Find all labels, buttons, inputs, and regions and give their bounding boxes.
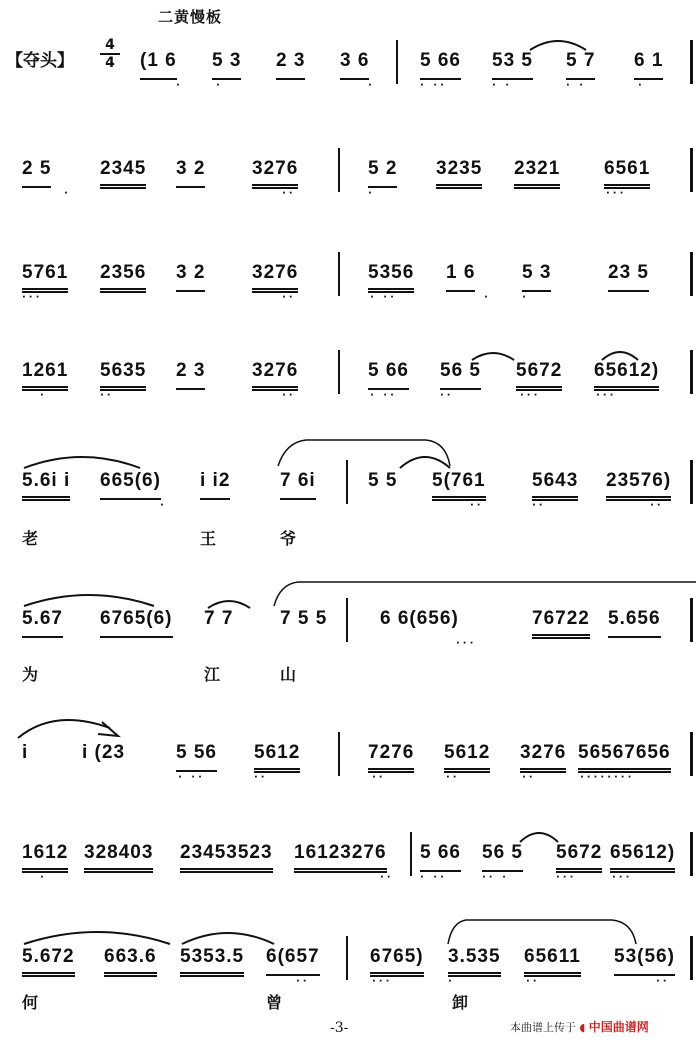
note-group: 5 66: [368, 360, 409, 390]
site-logo-icon: ◖: [579, 1021, 586, 1034]
note-group: 5635: [100, 360, 146, 391]
note-group: 6(657: [266, 946, 320, 976]
note-group: 56 5: [440, 360, 481, 390]
note-group: 328403: [84, 842, 153, 873]
slur: [206, 594, 252, 610]
barline: [690, 350, 693, 394]
slur: [470, 346, 516, 362]
note-group: 5612: [444, 742, 490, 773]
note-group: (1 6: [140, 50, 177, 80]
note-group: 5356: [368, 262, 414, 293]
barline: [690, 732, 693, 776]
page-number: -3-: [330, 1020, 349, 1036]
note-group: 6765): [370, 946, 424, 977]
barline: [338, 732, 340, 776]
note-group: 5612: [254, 742, 300, 773]
time-denominator: 4: [105, 55, 115, 71]
system-6: 5.67 6765(6) 7 7 7 5 5 6 6(656) 76722 5.656 ···: [0, 608, 700, 678]
note-group: 65611: [524, 946, 581, 977]
note-group: 1261: [22, 360, 68, 391]
note-group: 3 2: [176, 158, 205, 188]
note-group: 53(56): [614, 946, 675, 976]
note-group: 5 66: [420, 842, 461, 872]
note-group: 16123276: [294, 842, 387, 873]
note-group: 5.672: [22, 946, 75, 977]
note-group: 7 6i: [280, 470, 316, 500]
note-group: 663.6: [104, 946, 157, 977]
note-group: 65612): [594, 360, 659, 391]
note-group: 1 6: [446, 262, 475, 292]
lyric: 爷: [280, 529, 297, 548]
barline: [396, 40, 398, 84]
note-group: 5643: [532, 470, 578, 501]
slur: [22, 586, 156, 608]
note-group: 5.6i i: [22, 470, 70, 501]
note-group: 6 1: [634, 50, 663, 80]
note-group: 5 3: [212, 50, 241, 80]
credit-text: 本曲谱上传于: [510, 1021, 576, 1034]
note-group: 5.656: [608, 608, 661, 638]
barline: [690, 40, 693, 84]
lyric: 何: [22, 993, 39, 1012]
note-group: 5 3: [522, 262, 551, 292]
note-group: 2 3: [276, 50, 305, 80]
barline: [690, 936, 693, 980]
system-9: 5.672 663.6 5353.5 6(657 6765) 3.535 65611 53(56) ·· ··· · ·· ··: [0, 946, 700, 1016]
note-group: 7 5 5: [280, 608, 328, 629]
barline: [410, 832, 412, 876]
note-group: i: [22, 742, 29, 763]
slur: [22, 448, 142, 470]
note-group: 3276: [252, 158, 298, 189]
upload-credit: [510, 1018, 649, 1035]
slur: [600, 344, 640, 362]
note-group: 1612: [22, 842, 68, 873]
slur: [528, 32, 588, 52]
note-group: 7276: [368, 742, 414, 773]
note-group: 3 6: [340, 50, 369, 80]
note-group: 5 7: [566, 50, 595, 80]
slur: [22, 922, 172, 946]
barline: [338, 350, 340, 394]
system-4: 1261 5635 2 3 3276 5 66 56 5 5672 65612) · ·· ·· · ·· ·· ··· ···: [0, 360, 700, 430]
note-group: 23 5: [608, 262, 649, 292]
lyric: 山: [280, 665, 297, 684]
note-group: 5 5: [368, 470, 398, 491]
note-group: 65612): [610, 842, 675, 873]
system-5: 5.6i i 665(6) i i2 7 6i 5 5 5(761 5643 23576) · ·· ·· ··: [0, 470, 700, 540]
slur: [180, 924, 276, 946]
note-group: 2 3: [176, 360, 205, 390]
note-group: 56567656: [578, 742, 671, 773]
slur: [398, 448, 452, 470]
note-group: 3.535: [448, 946, 501, 977]
note-group: 5 66: [420, 50, 461, 80]
barline: [690, 148, 693, 192]
barline: [690, 460, 693, 504]
note-group: 5 56: [176, 742, 217, 772]
note-group: 23453523: [180, 842, 273, 873]
barline: [690, 832, 693, 876]
note-group: 2 5: [22, 158, 51, 188]
lyric: 江: [204, 665, 221, 684]
note-group: i i2: [200, 470, 230, 500]
tie-arrow: [14, 712, 124, 742]
note-group: 5761: [22, 262, 68, 293]
phrase-bracket: [272, 578, 698, 608]
note-group: 5(761: [432, 470, 486, 501]
note-group: 3276: [252, 262, 298, 293]
system-2: 2 5 2345 3 2 3276 5 2 3235 2321 6561 · ·· · ···: [0, 158, 700, 228]
note-group: 2356: [100, 262, 146, 293]
system-7: i i (23 5 56 5612 7276 5612 3276 56567656 · ·· ·· ·· ·· ·· ········: [0, 742, 700, 812]
lyric: 卸: [452, 993, 469, 1012]
note-group: 3276: [520, 742, 566, 773]
tempo-marking: 二黄慢板: [158, 8, 223, 26]
barline: [346, 936, 348, 980]
phrase-bracket: [446, 916, 640, 946]
system-8: 1612 328403 23453523 16123276 5 66 56 5 5672 65612) · ·· · ·· ·· · ··· ···: [0, 842, 700, 912]
note-group: 5672: [516, 360, 562, 391]
system-1: (1 6 5 3 2 3 3 6 5 66 53 5 5 7 6 1 · · · · ·· · · · · ·: [0, 50, 700, 120]
note-group: 3 2: [176, 262, 205, 292]
slur: [518, 824, 560, 844]
note-group: 5672: [556, 842, 602, 873]
barline: [338, 148, 340, 192]
note-group: 7 7: [204, 608, 234, 629]
percussion-cue: 【夺头】: [6, 51, 74, 71]
note-group: 6561: [604, 158, 650, 189]
lyric: 王: [200, 529, 217, 548]
lyric: 曾: [266, 993, 283, 1012]
note-group: 56 5: [482, 842, 523, 872]
site-name[interactable]: 中国曲谱网: [588, 1020, 649, 1034]
note-group: 6765(6): [100, 608, 173, 638]
note-group: 5.67: [22, 608, 63, 638]
barline: [690, 252, 693, 296]
barline: [338, 252, 340, 296]
note-group: 5 2: [368, 158, 397, 188]
note-group: i (23: [82, 742, 126, 763]
note-group: 53 5: [492, 50, 533, 80]
note-group: 665(6): [100, 470, 161, 500]
lyric: 为: [22, 665, 39, 684]
note-group: 2345: [100, 158, 146, 189]
note-group: 3276: [252, 360, 298, 391]
lyric: 老: [22, 529, 39, 548]
system-3: 5761 2356 3 2 3276 5356 1 6 5 3 23 5 ··· ·· · ·· · ·: [0, 262, 700, 332]
note-group: 5353.5: [180, 946, 244, 977]
time-numerator: 4: [105, 37, 115, 53]
note-group: 6 6(656): [380, 608, 459, 629]
note-group: 3235: [436, 158, 482, 189]
note-group: 76722: [532, 608, 590, 639]
note-group: 2321: [514, 158, 560, 189]
note-group: 23576): [606, 470, 671, 501]
